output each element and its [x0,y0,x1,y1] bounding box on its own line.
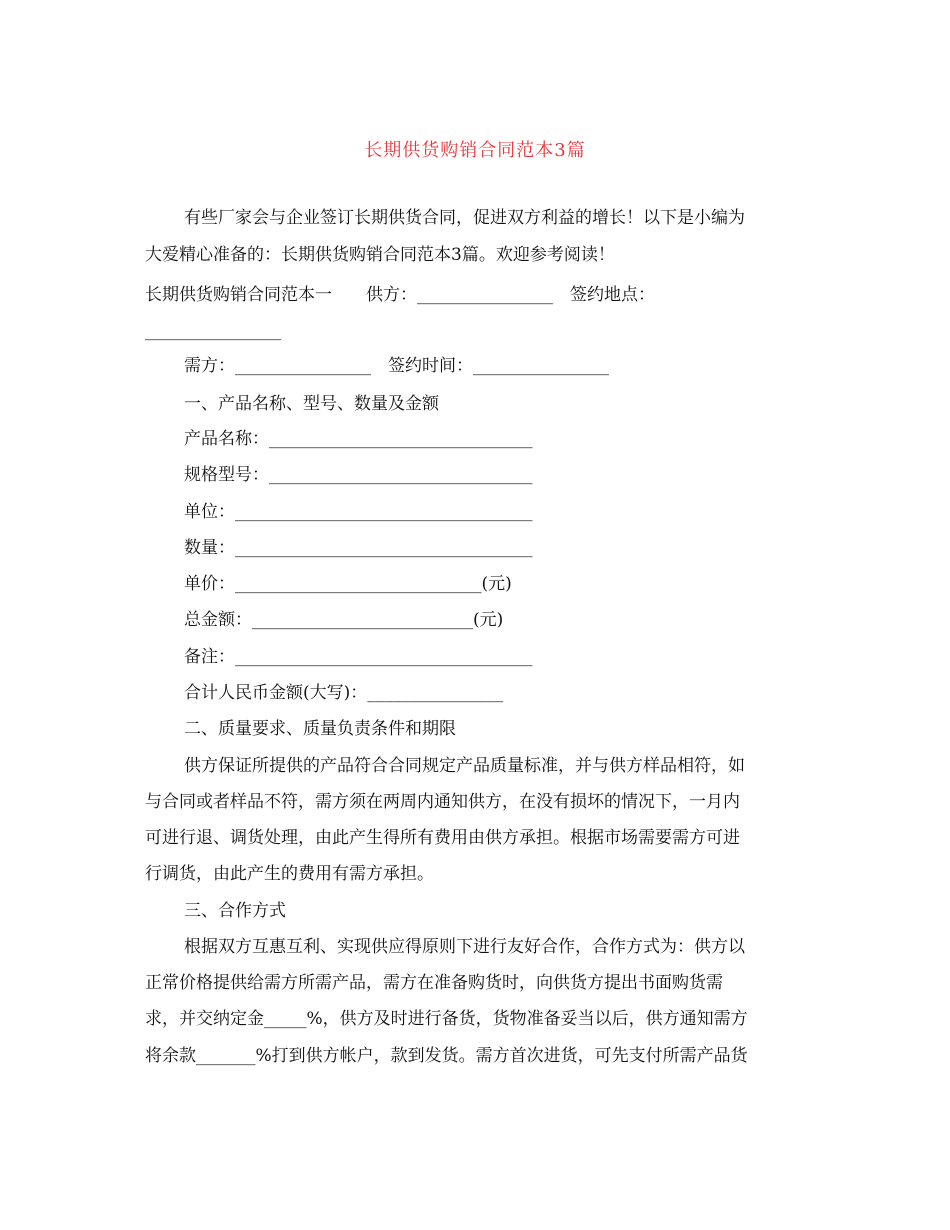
section2-line-1: 供方保证所提供的产品符合合同规定产品质量标准，并与供方样品相符，如 [184,756,745,776]
section3-line-1: 根据双方互惠互利、实现供应得原则下进行友好合作，合作方式为：供方以 [184,937,745,957]
section3-line-3: 求，并交纳定金_____%，供方及时进行备货，货物准备妥当以后，供方通知需方 [145,1009,748,1029]
document-title: 长期供货购销合同范本3篇 [364,140,586,161]
section3-line-4: 将余款_______%打到供方帐户，款到发货。需方首次进货，可先支付所需产品货 [145,1046,748,1066]
section1-heading: 一、产品名称、型号、数量及金额 [184,394,439,414]
intro-line-1: 有些厂家会与企业签订长期供货合同，促进双方利益的增长！以下是小编为 [184,208,745,228]
section2-line-3: 可进行退、调货处理，由此产生得所有费用由供方承担。根据市场需要需方可进 [145,828,740,848]
unit-field: 单位：___________________________________ [184,502,533,522]
demand-party-line: 需方：________________ 签约时间：________________ [184,356,609,376]
quantity-field: 数量：___________________________________ [184,538,533,558]
section2-line-4: 行调货，由此产生的费用有需方承担。 [145,864,434,884]
contract1-header: 长期供货购销合同范本一 供方：________________ 签约地点： [145,285,655,305]
intro-line-2: 大爱精心准备的：长期供货购销合同范本3篇。欢迎参考阅读！ [145,245,615,265]
total-rmb-field: 合计人民币金额(大写)：________________ [184,683,504,703]
total-amount-field: 总金额：__________________________(元) [184,610,504,630]
spec-model-field: 规格型号：_______________________________ [184,465,533,485]
unit-price-field: 单价：_____________________________(元) [184,574,512,594]
product-name-field: 产品名称：_______________________________ [184,429,533,449]
section2-line-2: 与合同或者样品不符，需方须在两周内通知供方，在没有损坏的情况下，一月内 [145,792,740,812]
section2-heading: 二、质量要求、质量负责条件和期限 [184,719,456,739]
section3-line-2: 正常价格提供给需方所需产品，需方在准备购货时，向供货方提出书面购货需 [145,973,723,993]
sign-location-blank: ________________ [145,321,281,341]
section3-heading: 三、合作方式 [184,901,286,921]
remarks-field: 备注：___________________________________ [184,647,533,667]
